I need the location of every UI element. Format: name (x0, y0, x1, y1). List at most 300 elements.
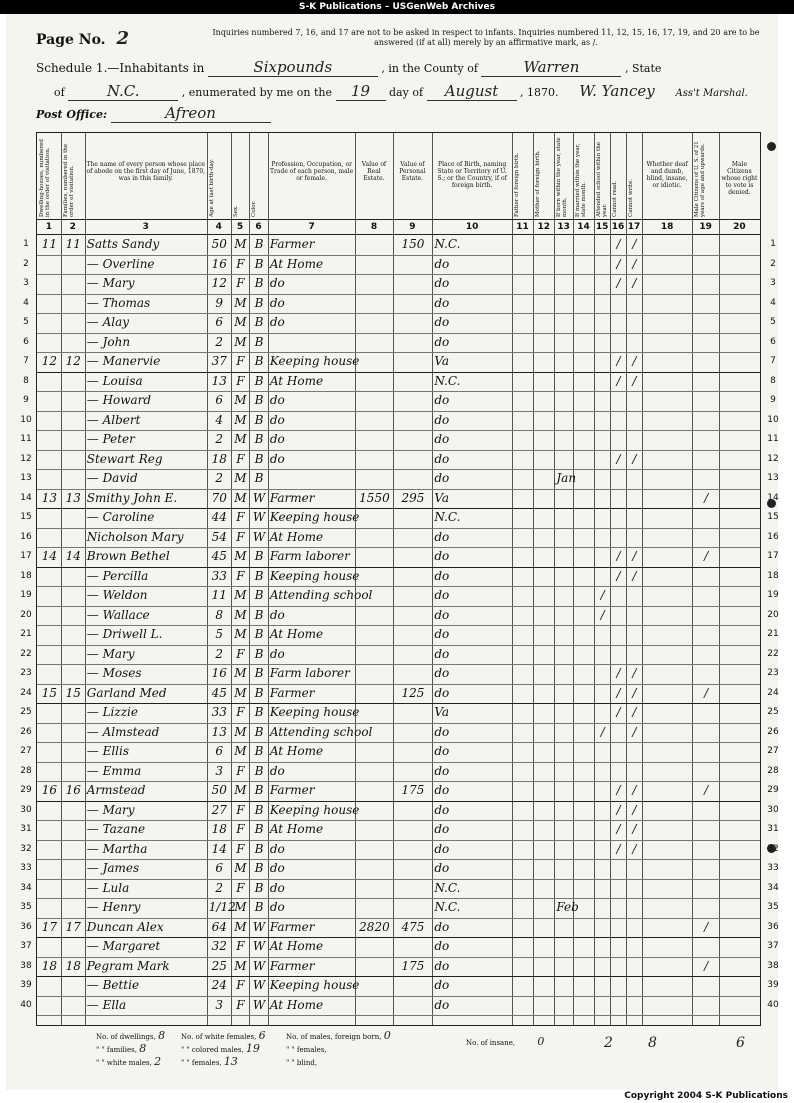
cell-color: B (254, 393, 264, 407)
cell-age: 27 (211, 802, 227, 817)
cell-c20 (721, 490, 759, 507)
cell-c17: / (632, 705, 637, 719)
row-number-left: 37 (20, 941, 32, 951)
cell-c14 (575, 431, 593, 448)
cell-c16: / (616, 705, 621, 719)
cell-c15 (596, 821, 609, 838)
cell-occ: do (269, 432, 285, 446)
cell-dw (39, 899, 60, 916)
cell-color: B (254, 822, 264, 836)
cell-c13 (556, 802, 572, 819)
cell-fam: 18 (65, 958, 81, 973)
cell-sex: F (236, 705, 245, 719)
cell-sex: M (234, 549, 247, 563)
cell-c19: / (704, 783, 709, 797)
families-total: " " families, 8 (96, 1042, 147, 1055)
cell-c13 (556, 626, 572, 643)
cell-c20 (721, 334, 759, 351)
row-number-right: 12 (767, 453, 779, 464)
cell-fam (63, 568, 84, 585)
cell-dw (39, 256, 60, 273)
cell-age: 14 (211, 841, 227, 856)
cell-c13 (556, 548, 572, 565)
cell-c13 (556, 373, 572, 390)
cell-name: — Almstead (86, 724, 160, 739)
cell-name: — Louisa (86, 373, 143, 388)
cell-pers (395, 841, 432, 858)
cell-c16 (612, 295, 625, 312)
blind-total: " " blind, (286, 1059, 318, 1067)
cell-c20 (721, 743, 759, 760)
cell-name: — Peter (86, 432, 135, 446)
cell-c14 (575, 490, 593, 507)
cell-birth: do (434, 295, 450, 310)
column-divider (610, 133, 611, 1025)
cell-age: 2 (215, 471, 224, 485)
cell-occ: Keeping house (269, 705, 360, 719)
cell-color: B (254, 646, 264, 661)
cell-c15 (596, 763, 609, 780)
cell-age: 11 (211, 588, 227, 602)
row-number-left: 2 (23, 258, 29, 269)
cell-color: B (254, 627, 264, 641)
cell-name: — Lula (86, 880, 130, 895)
cell-sex: F (236, 568, 245, 583)
cell-color: B (254, 744, 264, 758)
cell-pers (395, 334, 432, 351)
cell-age: 9 (215, 295, 224, 310)
column-number-2: 2 (69, 222, 76, 232)
cell-occ: do (269, 295, 285, 310)
cell-c14 (575, 704, 593, 721)
cell-c17 (628, 509, 641, 526)
cell-c14 (575, 997, 593, 1014)
cell-c20 (721, 295, 759, 312)
column-header-17: Cannot write. (628, 178, 634, 217)
cell-c13 (556, 509, 572, 526)
column-header-5: Sex. (232, 205, 239, 217)
cell-c15 (596, 958, 609, 975)
cell-fam (63, 314, 84, 331)
cell-birth: do (434, 315, 450, 329)
enumeration-year: , 1870. (520, 86, 559, 99)
column-header-16: Cannot read. (612, 180, 619, 217)
cell-occ: Farmer (269, 490, 315, 505)
cell-c19 (694, 431, 718, 448)
cell-color: B (254, 295, 264, 310)
cell-c14 (575, 529, 593, 546)
cell-age: 1/12 (208, 900, 236, 914)
row-number-left: 4 (23, 297, 29, 308)
cell-c14 (575, 509, 593, 526)
cell-pers (395, 451, 432, 468)
cell-birth: do (434, 568, 450, 583)
cell-c13 (556, 392, 572, 409)
cell-c15 (596, 919, 609, 936)
cell-c15 (596, 782, 609, 799)
row-number-left: 21 (20, 629, 32, 639)
column-number-20: 20 (733, 222, 746, 232)
cell-c20 (721, 821, 759, 838)
row-number-left: 27 (20, 746, 32, 756)
cell-name: — Henry (86, 900, 141, 914)
cell-color: B (254, 685, 264, 700)
cell-sex: M (234, 666, 247, 680)
cell-c19 (694, 665, 718, 682)
column-header-14: If married within the year, state month. (574, 143, 587, 217)
cell-sex: M (234, 861, 247, 875)
cell-dw (39, 470, 60, 487)
cell-sex: F (236, 646, 245, 661)
cell-birth: do (434, 978, 450, 992)
cell-c15 (596, 899, 609, 916)
row-number-left: 24 (20, 687, 32, 698)
cell-real (357, 392, 391, 409)
cell-c20 (721, 568, 759, 585)
cell-c20 (721, 626, 759, 643)
cell-pers (395, 275, 432, 292)
cell-sex: F (236, 997, 245, 1012)
cell-c14 (575, 392, 593, 409)
cell-sex: F (236, 373, 245, 388)
cell-c13 (556, 704, 572, 721)
cell-fam (63, 665, 84, 682)
cell-c17: / (632, 568, 637, 583)
column-number-3: 3 (142, 222, 149, 232)
cell-c16 (612, 997, 625, 1014)
cell-real (357, 724, 391, 741)
cell-birth: do (434, 763, 450, 778)
cell-age: 6 (215, 315, 224, 329)
row-number-left: 20 (20, 609, 32, 620)
row-number-left: 33 (20, 863, 32, 873)
row-number-left: 35 (20, 902, 32, 912)
row-number-right: 7 (770, 356, 776, 366)
cell-sex: M (234, 295, 247, 310)
cell-c16: / (616, 451, 621, 466)
cell-pers (395, 392, 432, 409)
cell-c14 (575, 958, 593, 975)
cell-occ (270, 470, 355, 487)
cell-sex: M (234, 607, 247, 622)
cell-occ: Farmer (269, 919, 315, 934)
cell-real: 1550 (359, 490, 390, 505)
column-number-9: 9 (409, 222, 416, 232)
column-number-19: 19 (699, 222, 712, 232)
cell-real (357, 295, 391, 312)
cell-fam (63, 743, 84, 760)
cell-c20 (721, 236, 759, 253)
cell-birth: do (434, 919, 450, 934)
row-number-right: 2 (770, 258, 776, 269)
cell-fam (63, 763, 84, 780)
row-number-right: 40 (767, 999, 779, 1010)
cell-c16 (612, 646, 625, 663)
cell-c14 (575, 295, 593, 312)
cell-c15 (596, 938, 609, 955)
cell-birth: do (434, 451, 450, 466)
cell-dw (39, 665, 60, 682)
cell-real (357, 275, 391, 292)
row-number-right: 28 (767, 765, 779, 776)
cell-color: B (254, 841, 264, 856)
cell-dw (39, 314, 60, 331)
row-number-left: 22 (20, 648, 32, 659)
insane-total: No. of insane, 0 (466, 1035, 545, 1048)
cell-pers (395, 548, 432, 565)
cell-c15 (596, 568, 609, 585)
row-number-right: 11 (767, 434, 779, 444)
cell-c19 (694, 373, 718, 390)
row-number-left: 34 (20, 882, 32, 893)
cell-occ: do (269, 315, 285, 329)
column-divider (207, 133, 208, 1025)
cell-birth: do (434, 607, 450, 622)
cell-birth: do (434, 256, 450, 271)
cell-c17 (628, 646, 641, 663)
cell-c16: / (616, 822, 621, 836)
cell-c16 (612, 977, 625, 994)
cell-fam (63, 821, 84, 838)
cell-c14 (575, 646, 593, 663)
cell-birth: do (434, 549, 450, 563)
column-15-total: 2 (604, 1035, 613, 1051)
cell-color: B (254, 412, 264, 427)
cell-sex: M (234, 412, 247, 427)
cell-age: 2 (215, 334, 224, 349)
binder-hole-icon (767, 142, 776, 151)
column-number-10: 10 (465, 222, 479, 232)
cell-birth: do (434, 744, 450, 758)
cell-c15 (596, 373, 609, 390)
cell-c20 (721, 529, 759, 546)
cell-sex: M (234, 471, 247, 485)
foreign-females-total: " " females, (286, 1046, 327, 1054)
column-header-6: Color. (251, 200, 258, 217)
cell-sex: M (234, 627, 247, 641)
cell-occ: do (269, 646, 285, 661)
row-number-left: 19 (20, 590, 32, 600)
cell-c13 (556, 295, 572, 312)
cell-c19 (694, 353, 718, 370)
cell-c15 (596, 353, 609, 370)
cell-occ: do (269, 763, 285, 778)
cell-color: B (254, 276, 264, 290)
cell-birth: do (434, 783, 450, 797)
cell-c17: / (632, 724, 637, 739)
cell-c20 (721, 763, 759, 780)
cell-dw (39, 451, 60, 468)
cell-c17 (628, 412, 641, 429)
cell-age: 2 (215, 646, 224, 661)
cell-sex: F (236, 276, 245, 290)
cell-sex: F (236, 939, 245, 953)
column-header-8: Value of Real Estate. (361, 161, 387, 182)
cell-pers (395, 763, 432, 780)
cell-birth: do (434, 588, 450, 602)
cell-name: — Howard (86, 393, 152, 407)
cell-c16 (612, 724, 625, 741)
row-number-right: 14 (767, 492, 779, 503)
cell-c16 (612, 899, 625, 916)
cell-pers (395, 568, 432, 585)
cell-pers (395, 802, 432, 819)
cell-dw (39, 373, 60, 390)
cell-name: — Weldon (86, 588, 148, 602)
cell-c15: / (600, 724, 605, 739)
cell-c19 (694, 880, 718, 897)
cell-color: B (254, 334, 264, 349)
cell-occ: At Home (269, 744, 324, 758)
cell-occ: do (269, 412, 285, 427)
cell-age: 16 (211, 666, 227, 680)
cell-color: B (254, 354, 264, 368)
cell-age: 64 (211, 919, 227, 934)
cell-c20 (721, 256, 759, 273)
cell-fam (63, 412, 84, 429)
enumeration-day: 19 (336, 82, 386, 101)
cell-birth: do (434, 334, 450, 349)
cell-c13 (556, 334, 572, 351)
cell-c16: / (616, 354, 621, 368)
page-label: Page No. 2 (36, 28, 129, 49)
cell-occ: At Home (269, 373, 324, 388)
cell-c20 (721, 919, 759, 936)
cell-name: — Martha (86, 841, 148, 856)
cell-fam (63, 860, 84, 877)
cell-dw: 13 (41, 490, 58, 505)
cell-pers (395, 977, 432, 994)
enumeration-month: August (427, 82, 517, 101)
cell-c16: / (616, 237, 621, 251)
cell-occ: Farm laborer (269, 549, 350, 563)
cell-c14 (575, 626, 593, 643)
row-number-left: 23 (20, 668, 32, 678)
row-number-left: 40 (20, 999, 32, 1010)
cell-c20 (721, 470, 759, 487)
cell-c17: / (632, 783, 637, 797)
state-name: N.C. (68, 82, 178, 101)
cell-sex: M (234, 393, 247, 407)
cell-birth: Va (434, 354, 450, 368)
cell-age: 25 (211, 958, 227, 973)
column-divider (642, 133, 643, 1025)
cell-color: B (254, 451, 264, 466)
cell-pers: 125 (401, 685, 425, 700)
cell-sex: F (236, 256, 245, 271)
cell-sex: M (234, 315, 247, 329)
cell-c14 (575, 724, 593, 741)
cell-pers (395, 899, 432, 916)
cell-c20 (721, 938, 759, 955)
row-number-left: 14 (20, 492, 32, 503)
row-number-left: 30 (20, 804, 32, 815)
cell-age: 45 (211, 549, 227, 563)
column-number-7: 7 (308, 222, 315, 232)
cell-c13 (556, 841, 572, 858)
row-number-left: 29 (20, 785, 32, 795)
cell-c13 (556, 997, 572, 1014)
cell-dw: 15 (41, 685, 58, 700)
cell-pers (395, 860, 432, 877)
cell-occ: do (269, 880, 285, 895)
cell-birth: do (434, 822, 450, 836)
cell-c20 (721, 899, 759, 916)
cell-birth: do (434, 393, 450, 407)
cell-c13 (556, 451, 572, 468)
row-number-right: 15 (767, 512, 779, 522)
cell-c14 (575, 412, 593, 429)
cell-real (357, 977, 391, 994)
row-number-right: 35 (767, 902, 779, 912)
cell-dw (39, 938, 60, 955)
row-number-right: 3 (770, 278, 776, 288)
schedule-label: Schedule 1.—Inhabitants in (36, 61, 205, 75)
cell-c14 (575, 899, 593, 916)
row-number-right: 1 (770, 239, 776, 249)
cell-c16 (612, 490, 625, 507)
cell-c19 (694, 724, 718, 741)
cell-occ: Farmer (269, 783, 315, 797)
cell-c19: / (704, 919, 709, 934)
cell-color: B (254, 724, 264, 739)
cell-fam (63, 587, 84, 604)
cell-fam (63, 646, 84, 663)
cell-c13 (556, 938, 572, 955)
cell-c13 (556, 412, 572, 429)
cell-c17 (628, 880, 641, 897)
cell-age: 6 (215, 393, 224, 407)
cell-c14 (575, 743, 593, 760)
cell-c16: / (616, 802, 621, 817)
cell-birth: do (434, 529, 450, 544)
cell-age: 45 (211, 685, 227, 700)
cell-birth: do (434, 646, 450, 661)
cell-c17 (628, 919, 641, 936)
column-number-18: 18 (660, 222, 674, 232)
cell-dw (39, 821, 60, 838)
cell-c15 (596, 392, 609, 409)
cell-real (357, 821, 391, 838)
cell-pers (395, 607, 432, 624)
cell-c17 (628, 431, 641, 448)
cell-real (357, 997, 391, 1014)
row-number-right: 10 (767, 414, 779, 425)
cell-c17 (628, 314, 641, 331)
cell-color: B (254, 471, 264, 485)
column-header-7: Profession, Occupation, or Trade of each person, male or female. (270, 161, 354, 182)
cell-c13 (556, 880, 572, 897)
cell-fam (63, 626, 84, 643)
cell-pers (395, 412, 432, 429)
cell-age: 5 (215, 627, 224, 641)
cell-c19 (694, 509, 718, 526)
cell-pers: 475 (401, 919, 425, 934)
cell-dw: 14 (41, 549, 58, 563)
cell-name: — John (86, 334, 131, 349)
column-17-total: 8 (648, 1035, 657, 1051)
cell-c17 (628, 295, 641, 312)
cell-fam (63, 938, 84, 955)
cell-name: Nicholson Mary (86, 529, 184, 544)
totals-block (36, 1025, 759, 1069)
cell-dw (39, 607, 60, 624)
cell-color: W (252, 997, 266, 1012)
cell-dw (39, 880, 60, 897)
cell-fam: 12 (65, 354, 81, 368)
column-number-4: 4 (215, 222, 222, 232)
cell-c13 (556, 763, 572, 780)
